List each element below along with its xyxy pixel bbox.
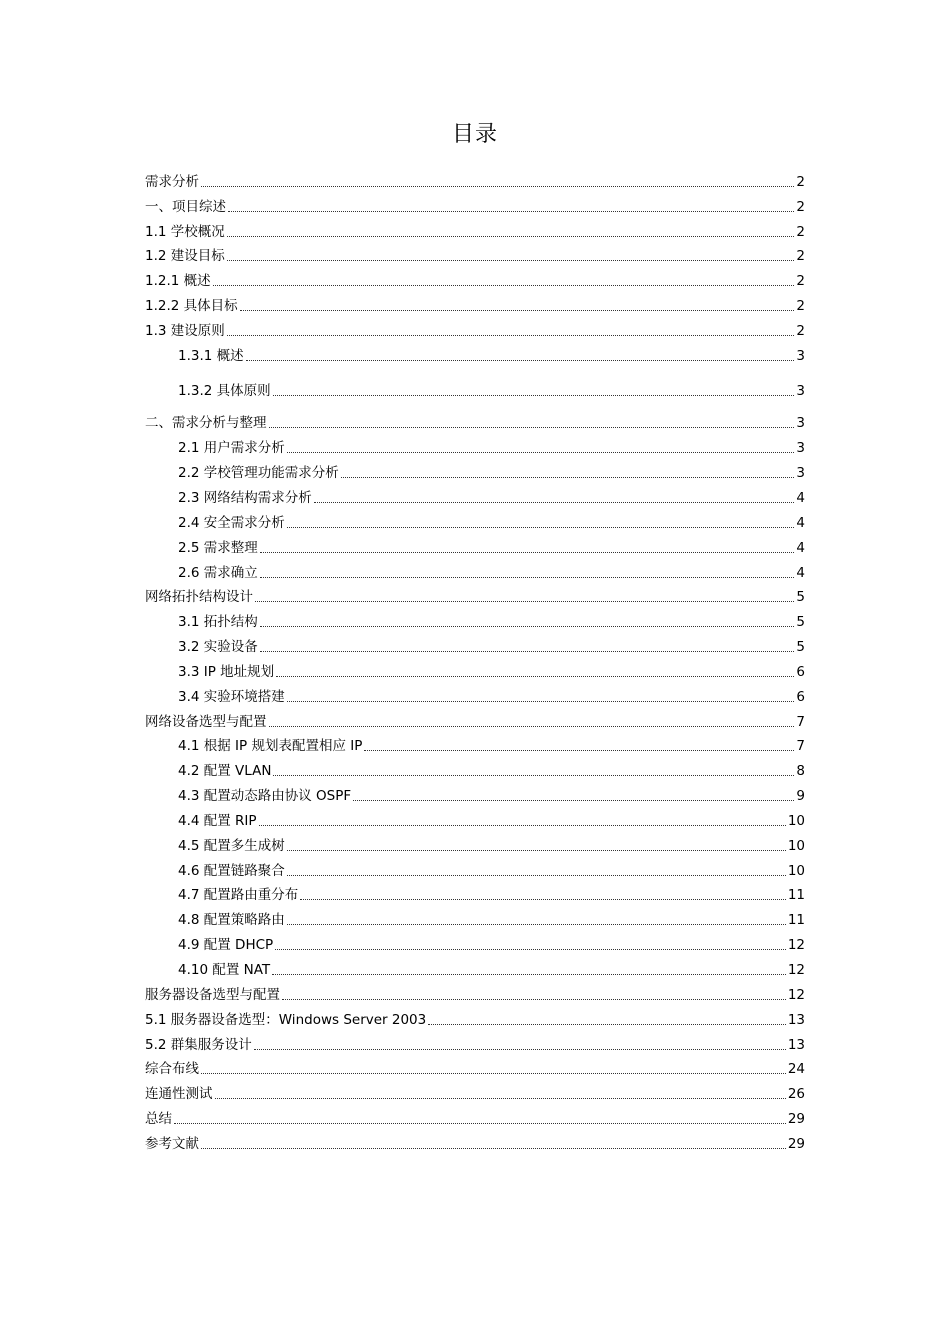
toc-entry[interactable] [145, 1078, 805, 1103]
toc-page-number: 12 [787, 937, 805, 954]
toc-dot-leader [300, 898, 786, 900]
toc-page-number: 3 [796, 382, 805, 399]
toc-entry-title: 4.8 配置策略路由 [178, 912, 285, 929]
toc-dot-leader [201, 1072, 786, 1074]
toc-entry-title: 5.2 群集服务设计 [145, 1036, 252, 1053]
toc-entry[interactable] [145, 880, 805, 905]
toc-entry[interactable] [145, 780, 805, 805]
toc-entry-title: 1.2 建设目标 [145, 248, 225, 265]
toc-entry-title: 2.4 安全需求分析 [178, 514, 285, 531]
toc-dot-leader [260, 650, 795, 652]
toc-entry[interactable] [145, 755, 805, 780]
toc-page-number: 4 [796, 514, 805, 531]
toc-entry-title: 2.3 网络结构需求分析 [178, 489, 312, 506]
toc-list [145, 166, 805, 1153]
toc-entry-title: 3.1 拓扑结构 [178, 614, 258, 631]
toc-dot-leader [276, 675, 794, 677]
toc-page-number: 4 [796, 539, 805, 556]
toc-dot-leader [246, 359, 795, 361]
toc-entry-title: 1.2.1 概述 [145, 273, 211, 290]
toc-dot-leader [260, 625, 795, 627]
toc-entry[interactable] [145, 457, 805, 482]
toc-dot-leader [272, 973, 786, 975]
toc-entry[interactable] [145, 216, 805, 241]
toc-page-number: 10 [787, 812, 805, 829]
toc-entry[interactable] [145, 731, 805, 756]
toc-page-number: 5 [796, 639, 805, 656]
toc-entry[interactable] [145, 557, 805, 582]
toc-dot-leader [287, 874, 786, 876]
toc-page-number: 2 [796, 298, 805, 315]
toc-entry[interactable] [145, 432, 805, 457]
toc-page-number: 3 [796, 415, 805, 432]
toc-page-number: 2 [796, 223, 805, 240]
toc-page-number: 5 [796, 589, 805, 606]
toc-entry[interactable] [145, 855, 805, 880]
toc-page-number: 10 [787, 862, 805, 879]
toc-dot-leader [282, 998, 786, 1000]
toc-page-number: 7 [796, 738, 805, 755]
toc-entry-title: 4.5 配置多生成树 [178, 837, 285, 854]
toc-entry-title: 4.4 配置 RIP [178, 812, 257, 829]
toc-dot-leader [260, 551, 795, 553]
toc-page-number: 29 [787, 1111, 805, 1128]
toc-page-number: 12 [787, 962, 805, 978]
toc-page-number: 11 [787, 912, 805, 929]
toc-entry[interactable] [145, 507, 805, 532]
toc-entry-title: 4.7 配置路由重分布 [178, 887, 299, 904]
toc-dot-leader [269, 426, 795, 428]
toc-entry-title: 服务器设备选型与配置 [145, 986, 280, 1003]
toc-entry[interactable] [145, 656, 805, 681]
toc-entry[interactable] [145, 929, 805, 954]
toc-page-number: 12 [787, 986, 805, 1003]
toc-dot-leader [287, 700, 795, 702]
toc-dot-leader [201, 1147, 786, 1149]
toc-entry[interactable] [145, 1128, 805, 1153]
toc-dot-leader [269, 725, 795, 727]
toc-dot-leader [428, 1023, 786, 1025]
toc-page-number: 8 [796, 763, 805, 780]
toc-entry-title: 参考文献 [145, 1135, 199, 1152]
toc-dot-leader [364, 749, 794, 751]
toc-page-number: 7 [796, 713, 805, 730]
toc-entry[interactable] [145, 166, 805, 191]
toc-page-number: 5 [796, 614, 805, 631]
toc-entry-title: 综合布线 [145, 1061, 199, 1078]
toc-page-number: 4 [796, 564, 805, 581]
toc-entry[interactable] [145, 606, 805, 631]
toc-entry-title: 4.10 配置 NAT [178, 962, 271, 978]
toc-entry[interactable] [145, 681, 805, 706]
toc-entry-title: 2.2 学校管理功能需求分析 [178, 465, 339, 482]
toc-page-number: 2 [796, 173, 805, 190]
toc-dot-leader [259, 824, 786, 826]
toc-entry-title: 1.3.2 具体原则 [178, 382, 271, 399]
toc-page-number: 2 [796, 322, 805, 339]
toc-dot-leader [240, 309, 795, 311]
toc-page-number: 6 [796, 688, 805, 705]
toc-page-number: 13 [787, 1036, 805, 1053]
toc-page-number: 11 [787, 887, 805, 904]
toc-dot-leader [174, 1122, 786, 1124]
toc-entry-title: 1.3 建设原则 [145, 322, 225, 339]
toc-page-number: 6 [796, 663, 805, 680]
toc-dot-leader [215, 1097, 786, 1099]
toc-entry[interactable] [145, 582, 805, 607]
toc-entry[interactable] [145, 805, 805, 830]
toc-page-number: 26 [787, 1086, 805, 1103]
toc-dot-leader [227, 334, 795, 336]
toc-dot-leader [287, 923, 786, 925]
toc-dot-leader [275, 948, 786, 950]
toc-entry[interactable] [145, 290, 805, 315]
toc-entry-title: 4.6 配置链路聚合 [178, 862, 285, 879]
toc-entry-title: 1.3.1 概述 [178, 347, 244, 364]
toc-dot-leader [273, 774, 794, 776]
toc-entry[interactable] [145, 979, 805, 1004]
toc-dot-leader [227, 235, 795, 237]
toc-entry-title: 2.1 用户需求分析 [178, 440, 285, 457]
toc-entry-title: 网络拓扑结构设计 [145, 589, 253, 606]
toc-entry[interactable] [145, 1004, 805, 1029]
toc-page-number: 24 [787, 1061, 805, 1078]
toc-entry-title: 4.2 配置 VLAN [178, 763, 272, 780]
toc-entry[interactable] [145, 482, 805, 507]
toc-page-number: 2 [796, 273, 805, 290]
toc-entry-title: 网络设备选型与配置 [145, 713, 267, 730]
toc-dot-leader [228, 210, 794, 212]
toc-page-number: 2 [796, 248, 805, 265]
toc-entry[interactable] [145, 706, 805, 731]
toc-dot-leader [255, 600, 794, 602]
toc-dot-leader [287, 451, 795, 453]
toc-entry-title: 3.2 实验设备 [178, 639, 258, 656]
toc-entry[interactable] [145, 631, 805, 656]
toc-entry[interactable] [145, 532, 805, 557]
toc-page-number: 2 [796, 198, 805, 215]
toc-entry-title: 4.1 根据 IP 规划表配置相应 IP [178, 738, 363, 755]
toc-entry[interactable] [145, 191, 805, 216]
toc-title: 目录 [451, 122, 498, 147]
toc-dot-leader [260, 576, 795, 578]
toc-entry-title: 5.1 服务器设备选型：Windows Server 2003 [145, 1011, 427, 1028]
toc-entry-title: 需求分析 [145, 173, 199, 190]
toc-entry-title: 一、项目综述 [145, 198, 226, 215]
toc-page-number: 3 [796, 440, 805, 457]
toc-entry[interactable] [145, 265, 805, 290]
toc-page-number: 3 [796, 347, 805, 364]
toc-entry-title: 1.2.2 具体目标 [145, 298, 238, 315]
toc-dot-leader [353, 799, 794, 801]
toc-dot-leader [201, 185, 794, 187]
toc-entry-title: 2.6 需求确立 [178, 564, 258, 581]
toc-page-number: 4 [796, 489, 805, 506]
toc-dot-leader [314, 501, 795, 503]
toc-entry[interactable] [145, 375, 805, 400]
toc-entry[interactable] [145, 830, 805, 855]
toc-dot-leader [341, 476, 795, 478]
toc-entry[interactable] [145, 1054, 805, 1079]
toc-entry-title: 3.4 实验环境搭建 [178, 688, 285, 705]
toc-entry[interactable] [145, 904, 805, 929]
toc-dot-leader [287, 849, 786, 851]
toc-dot-leader [254, 1048, 786, 1050]
toc-dot-leader [227, 259, 795, 261]
toc-dot-leader [287, 526, 795, 528]
toc-entry[interactable] [145, 1103, 805, 1128]
toc-page-number: 3 [796, 465, 805, 482]
toc-page-number: 10 [787, 837, 805, 854]
toc-entry-title: 4.3 配置动态路由协议 OSPF [178, 788, 352, 805]
toc-entry[interactable] [145, 340, 805, 365]
toc-entry[interactable] [145, 1029, 805, 1054]
toc-entry-title: 连通性测试 [145, 1086, 213, 1103]
toc-entry[interactable] [145, 241, 805, 266]
toc-entry[interactable] [145, 954, 805, 979]
toc-entry-title: 1.1 学校概况 [145, 223, 225, 240]
toc-page-number: 9 [796, 788, 805, 805]
toc-entry-title: 2.5 需求整理 [178, 539, 258, 556]
toc-entry[interactable] [145, 315, 805, 340]
toc-entry-title: 4.9 配置 DHCP [178, 937, 274, 954]
toc-entry-title: 总结 [145, 1111, 172, 1128]
toc-entry-title: 二、需求分析与整理 [145, 415, 267, 432]
toc-dot-leader [213, 284, 795, 286]
toc-page-number: 13 [787, 1011, 805, 1028]
toc-entry-title: 3.3 IP 地址规划 [178, 663, 275, 680]
toc-dot-leader [273, 394, 795, 396]
toc-page-number: 29 [787, 1135, 805, 1152]
toc-entry[interactable] [145, 408, 805, 433]
